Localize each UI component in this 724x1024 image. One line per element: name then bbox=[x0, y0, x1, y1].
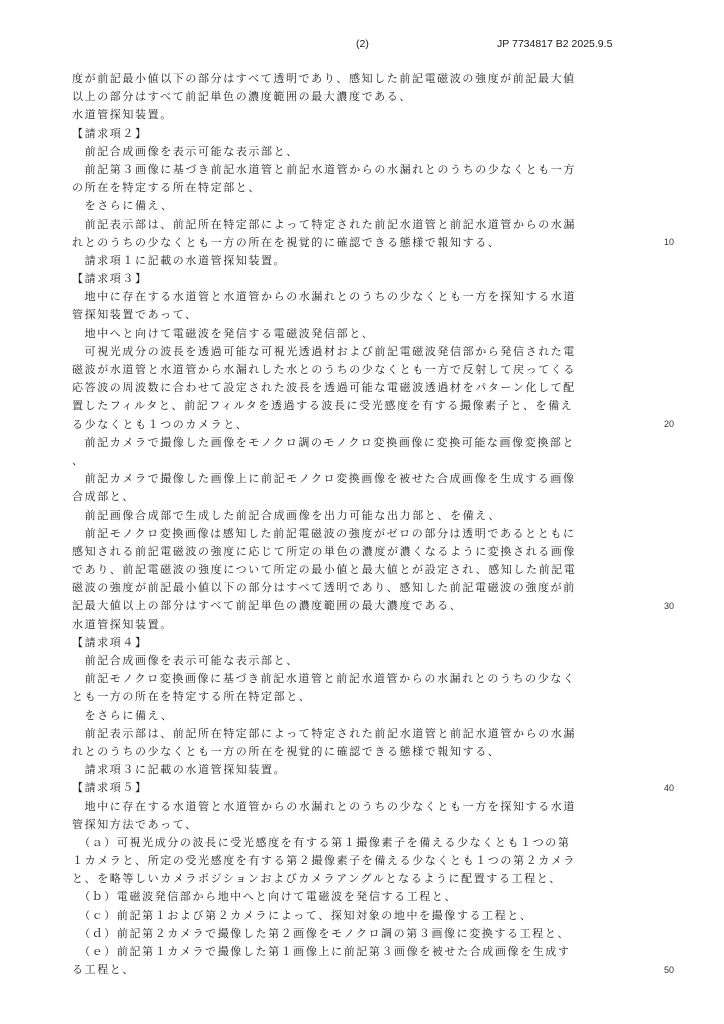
line-number: 20 bbox=[664, 418, 675, 429]
text-line: の所在を特定する所在特定部と、 bbox=[72, 181, 261, 195]
document-id: JP 7734817 B2 2025.9.5 bbox=[497, 38, 613, 50]
line-number: 50 bbox=[664, 964, 675, 975]
text-line: 【請求項５】 bbox=[72, 781, 148, 795]
text-line: 前記カメラで撮像した画像をモノクロ調のモノクロ変換画像に変換可能な画像変換部と bbox=[72, 435, 576, 449]
text-line: 置したフィルタと、前記フィルタを透過する波長に受光感度を有する撮像素子と、を備え bbox=[72, 399, 574, 413]
text-line: （ａ）可視光成分の波長に受光感度を有する第１撮像素子を備える少なくとも１つの第 bbox=[72, 835, 571, 849]
text-line: 水道管探知装置。 bbox=[72, 108, 173, 122]
text-line: １カメラと、所定の受光感度を有する第２撮像素子を備える少なくとも１つの第２カメラ bbox=[72, 854, 576, 868]
text-line: 応答波の周波数に合わせて設定された波長を透過可能な電磁波透過材をパターン化して配 bbox=[72, 381, 576, 395]
text-line: 管探知方法であって、 bbox=[72, 817, 198, 831]
text-line: と、を略等しいカメラポジションおよびカメラアングルとなるように配置する工程と、 bbox=[72, 872, 562, 886]
text-line: 感知される前記電磁波の強度に応じて所定の単色の濃度が濃くなるように変換される画像 bbox=[72, 544, 576, 558]
page-number: (2) bbox=[356, 38, 369, 50]
document-body bbox=[72, 70, 642, 979]
text-line: であり、前記電磁波の強度について所定の最小値と最大値とが設定され、感知した前記電 bbox=[72, 563, 577, 577]
text-line: 前記合成画像を表示可能な表示部と、 bbox=[72, 144, 299, 158]
text-line: （ｅ）前記第１カメラで撮像した第１画像上に前記第３画像を被せた合成画像を生成す bbox=[72, 945, 571, 958]
text-line: をさらに備え、 bbox=[72, 708, 174, 722]
text-line: る少なくとも１つのカメラと、 bbox=[72, 417, 249, 431]
text-line: れとのうちの少なくとも一方の所在を視覚的に確認できる態様で報知する、 bbox=[72, 744, 501, 758]
text-line: 以上の部分はすべて前記単色の濃度範囲の最大濃度である、 bbox=[72, 90, 412, 104]
text-line: （ｂ）電磁波発信部から地中へと向けて電磁波を発信する工程と、 bbox=[72, 890, 458, 904]
text-line: 前記表示部は、前記所在特定部によって特定された前記水道管と前記水道管からの水漏 bbox=[72, 217, 576, 231]
text-line: 合成部と、 bbox=[72, 490, 135, 504]
text-line: 地中に存在する水道管と水道管からの水漏れとのうちの少なくとも一方を探知する水道 bbox=[72, 799, 576, 813]
text-line: 前記画像合成部で生成した前記合成画像を出力可能な出力部と、を備え、 bbox=[72, 508, 502, 522]
text-line: 磁波が水道管と水道管から水漏れした水とのうちの少なくとも一方で反射して戻ってくる bbox=[72, 363, 576, 376]
text-line: をさらに備え、 bbox=[72, 199, 174, 213]
text-line: （ｄ）前記第２カメラで撮像した第２画像をモノクロ調の第３画像に変換する工程と、 bbox=[72, 926, 571, 940]
text-line: 、 bbox=[72, 453, 85, 467]
text-line: 【請求項３】 bbox=[72, 272, 148, 286]
text-line: 磁波の強度が前記最小値以下の部分はすべて透明であり、感知した前記電磁波の強度が前 bbox=[72, 581, 576, 595]
text-line: 前記モノクロ変換画像に基づき前記水道管と前記水道管からの水漏れとのうちの少なく bbox=[72, 672, 576, 686]
text-line: 水道管探知装置。 bbox=[72, 617, 173, 631]
text-line: 前記カメラで撮像した画像上に前記モノクロ変換画像を被せた合成画像を生成する画像 bbox=[72, 472, 576, 486]
text-line: とも一方の所在を特定する所在特定部と、 bbox=[72, 690, 312, 704]
text-line: 地中へと向けて電磁波を発信する電磁波発信部と、 bbox=[72, 326, 375, 340]
text-line: 【請求項２】 bbox=[72, 126, 148, 140]
text-line: 地中に存在する水道管と水道管からの水漏れとのうちの少なくとも一方を探知する水道 bbox=[72, 290, 576, 304]
text-line: 可視光成分の波長を透過可能な可視光透過材および前記電磁波発信部から発信された電 bbox=[72, 344, 576, 358]
text-line: 前記合成画像を表示可能な表示部と、 bbox=[72, 654, 299, 667]
text-line: 度が前記最小値以下の部分はすべて透明であり、感知した前記電磁波の強度が前記最大値 bbox=[72, 72, 576, 85]
text-line: 前記モノクロ変換画像は感知した前記電磁波の強度がゼロの部分は透明であるとともに bbox=[72, 526, 576, 540]
text-line: 前記第３画像に基づき前記水道管と前記水道管からの水漏れとのうちの少なくとも一方 bbox=[72, 162, 576, 176]
text-line: 請求項３に記載の水道管探知装置。 bbox=[72, 763, 287, 777]
text-line: 記最大値以上の部分はすべて前記単色の濃度範囲の最大濃度である、 bbox=[72, 599, 463, 613]
line-number: 10 bbox=[664, 236, 675, 247]
line-number: 40 bbox=[664, 782, 675, 793]
text-line: る工程と、 bbox=[72, 963, 135, 977]
text-line: 前記表示部は、前記所在特定部によって特定された前記水道管と前記水道管からの水漏 bbox=[72, 726, 576, 740]
text-line: （ｃ）前記第１および第２カメラによって、探知対象の地中を撮像する工程と、 bbox=[72, 908, 533, 922]
text-line: 請求項１に記載の水道管探知装置。 bbox=[72, 253, 287, 267]
line-number: 30 bbox=[664, 600, 675, 611]
text-line: 管探知装置であって、 bbox=[72, 308, 198, 322]
text-line: 【請求項４】 bbox=[72, 635, 148, 649]
text-line: れとのうちの少なくとも一方の所在を視覚的に確認できる態様で報知する、 bbox=[72, 235, 501, 249]
